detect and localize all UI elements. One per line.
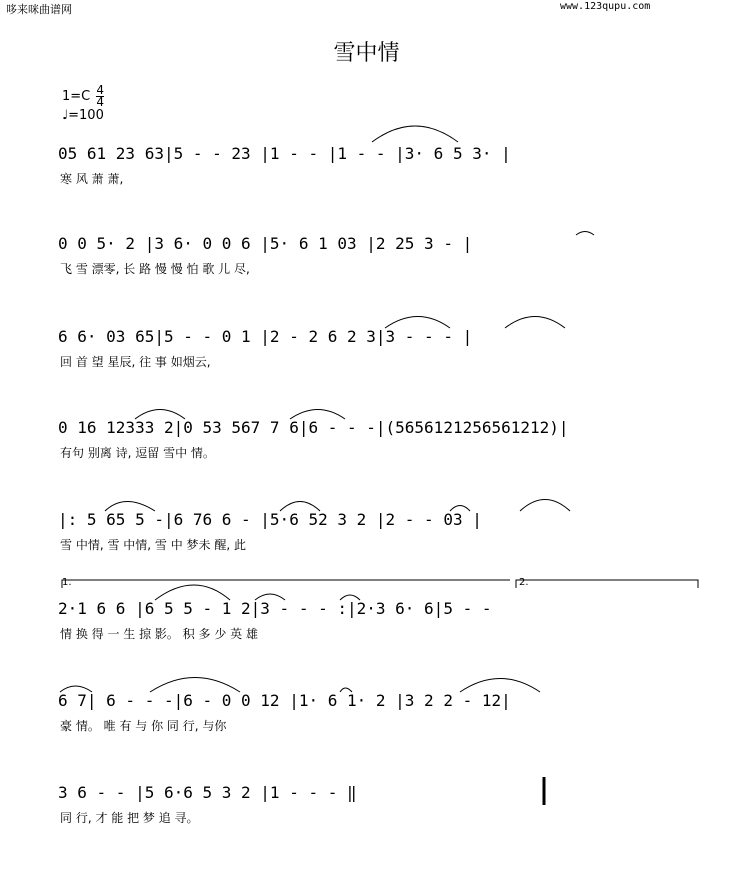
tie-arc bbox=[255, 594, 285, 600]
song-title: 雪中情 bbox=[333, 41, 400, 66]
notes-line: 6 6· 03 65|5 - - 0 1 |2 - 2 6 2 3|3 - - - | bbox=[58, 327, 473, 346]
notes-line: 2·1 6 6 |6 5 5 - 1 2|3 - - - :|2·3 6· 6|5 - - bbox=[58, 599, 492, 618]
notes-line: |: 5 65 5 -|6 76 6 - |5·6 52 3 2 |2 - - 03 | bbox=[58, 510, 482, 529]
lyrics-line: 豪 情。 唯 有 与 你 同 行, 与你 bbox=[60, 719, 227, 733]
tie-arc bbox=[340, 688, 352, 692]
tie-arc bbox=[576, 232, 594, 236]
notes-line: 6 7| 6 - - -|6 - 0 0 12 |1· 6 1· 2 |3 2 2 - 12| bbox=[58, 691, 511, 710]
tie-arc bbox=[290, 410, 345, 420]
key-text: 1=C bbox=[62, 89, 91, 104]
lyrics-line: 同 行, 才 能 把 梦 追 寻。 bbox=[60, 811, 199, 825]
tie-arc bbox=[340, 595, 360, 600]
tie-arc bbox=[385, 317, 450, 329]
tie-arc bbox=[155, 585, 230, 600]
lyrics-line: 飞 雪 漂零, 长 路 慢 慢 怕 歌 儿 尽, bbox=[60, 262, 250, 276]
notes-line: 0 0 5· 2 |3 6· 0 0 6 |5· 6 1 03 |2 25 3 - | bbox=[58, 234, 473, 253]
lyrics-line: 回 首 望 星辰, 往 事 如烟云, bbox=[60, 355, 211, 369]
volta-1-bracket bbox=[62, 580, 510, 588]
tie-arc bbox=[105, 502, 155, 512]
tempo-mark: ♩=100 bbox=[62, 108, 104, 123]
tie-arc bbox=[505, 317, 565, 329]
site-name-left: 哆来咪曲谱网 bbox=[6, 3, 72, 16]
tie-arc bbox=[60, 686, 92, 692]
time-top: 4 bbox=[96, 83, 105, 97]
volta-2: 2. bbox=[519, 577, 529, 588]
volta-2-bracket bbox=[516, 580, 698, 588]
tie-arc bbox=[520, 500, 570, 512]
notes-line: 05 61 23 63|5 - - 23 |1 - - |1 - - |3· 6 5 3· | bbox=[58, 144, 511, 163]
tie-arc bbox=[450, 506, 470, 512]
tie-arc bbox=[135, 410, 185, 420]
notes-line: 3 6 - - |5 6·6 5 3 2 |1 - - - ‖ bbox=[58, 783, 357, 802]
lyrics-line: 雪 中情, 雪 中情, 雪 中 梦未 醒, 此 bbox=[60, 538, 246, 552]
lyrics-line: 情 换 得 一 生 掠 影。 积 多 少 英 雄 bbox=[60, 627, 258, 641]
tie-arc bbox=[372, 126, 458, 142]
lyrics-line: 有句 别离 诗, 逗留 雪中 情。 bbox=[60, 446, 215, 460]
tie-arc bbox=[460, 679, 540, 693]
volta-1: 1. bbox=[62, 577, 72, 588]
time-bottom: 4 bbox=[96, 95, 105, 109]
tie-arc bbox=[280, 502, 320, 512]
site-url-right[interactable]: www.123qupu.com bbox=[560, 1, 651, 12]
lyrics-line: 寒 风 萧 萧, bbox=[60, 172, 124, 186]
notes-line: 0 16 12333 2|0 53 567 7 6|6 - - -|(5656121256561212)| bbox=[58, 418, 569, 437]
tie-arc bbox=[150, 678, 240, 693]
